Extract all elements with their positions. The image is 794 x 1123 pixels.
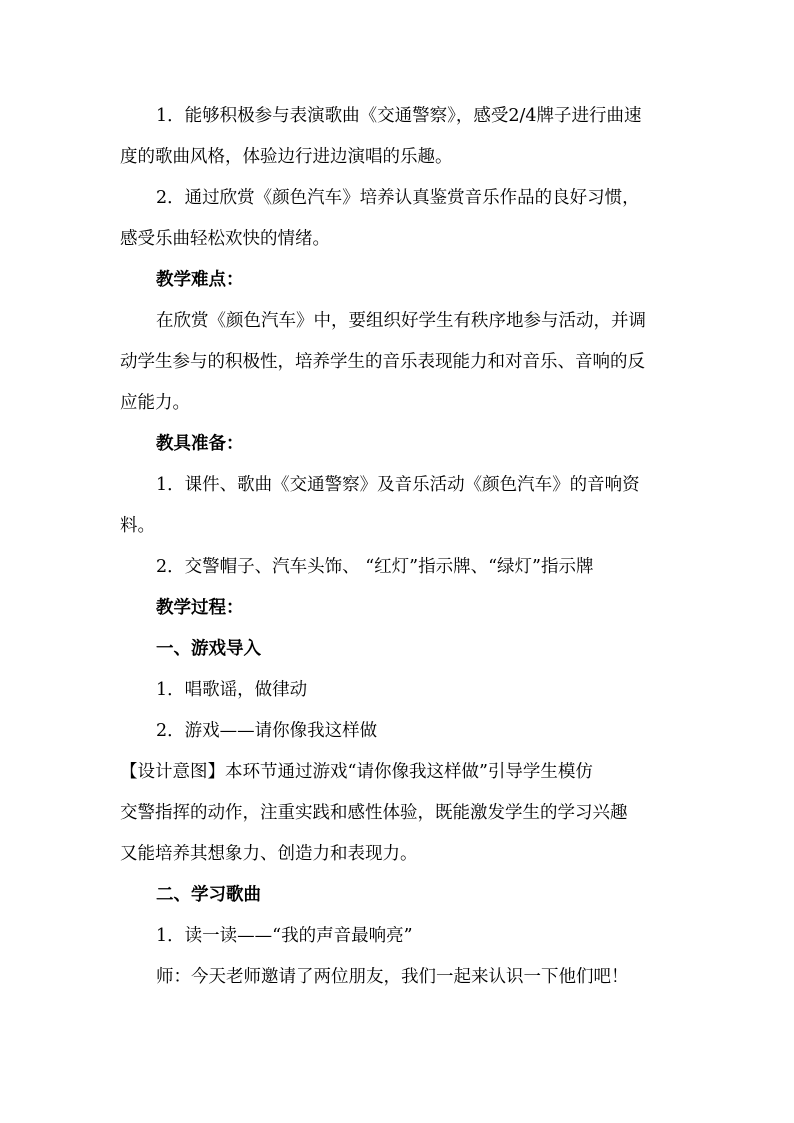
goal-1-line-1: 1．能够积极参与表演歌曲《交通警察》，感受2/4牌子进行曲速 — [156, 106, 642, 126]
section-1-heading: 一、游戏导入 — [156, 639, 261, 659]
section-2-item-1: 1．读一读——“我的声音最响亮” — [156, 926, 413, 946]
tools-heading: 教具准备： — [156, 434, 244, 454]
tools-2-line-1: 2．交警帽子、汽车头饰、 “红灯”指示牌、“绿灯”指示牌 — [156, 557, 594, 577]
tools-1-line-1: 1．课件、歌曲《交通警察》及音乐活动《颜色汽车》的音响资 — [156, 475, 640, 495]
goal-2-line-1: 2．通过欣赏《颜色汽车》培养认真鉴赏音乐作品的良好习惯， — [156, 188, 640, 208]
design-intent-line-3: 又能培养其想象力、创造力和表现力。 — [120, 844, 418, 864]
tools-1-line-2: 料。 — [120, 516, 155, 536]
process-heading: 教学过程： — [156, 598, 244, 618]
difficulty-heading: 教学难点： — [156, 270, 244, 290]
goal-1-line-2: 度的歌曲风格，体验边行进边演唱的乐趣。 — [120, 147, 453, 167]
section-1-item-1: 1．唱歌谣，做律动 — [156, 680, 308, 700]
teacher-line: 师：今天老师邀请了两位朋友，我们一起来认识一下他们吧！ — [156, 967, 629, 987]
difficulty-line-1: 在欣赏《颜色汽车》中，要组织好学生有秩序地参与活动，并调 — [156, 311, 646, 331]
design-intent-line-2: 交警指挥的动作，注重实践和感性体验，既能激发学生的学习兴趣 — [120, 803, 628, 823]
section-1-item-2: 2．游戏——请你像我这样做 — [156, 721, 378, 741]
section-2-heading: 二、学习歌曲 — [156, 885, 261, 905]
goal-2-line-2: 感受乐曲轻松欢快的情绪。 — [120, 229, 330, 249]
design-intent-line-1: 【设计意图】本环节通过游戏“请你像我这样做”引导学生模仿 — [120, 762, 593, 782]
document-page — [120, 96, 680, 998]
difficulty-line-2: 动学生参与的积极性，培养学生的音乐表现能力和对音乐、音响的反 — [120, 352, 645, 372]
difficulty-line-3: 应能力。 — [120, 393, 190, 413]
